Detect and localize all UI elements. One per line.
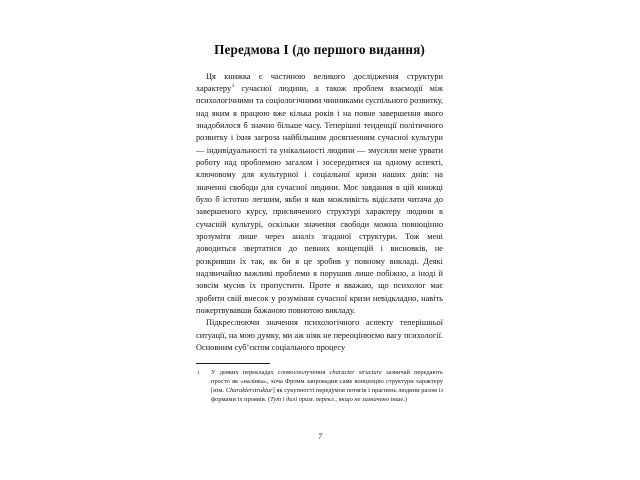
footnote-separator-rule [196,363,270,364]
footnote-number: 1 [197,369,200,376]
footnote-area [196,363,443,404]
footnote-reference-marker[interactable]: 1 [231,83,235,90]
body-paragraph-2: Підкреслюючи значення психологічного аспекту теперішньої ситуації, на мою думку, ми аж ніяк не переоцінюємо вагу психології. Основним суб’єктом соціального процесу [196,318,443,353]
footnote-italic-term-2: Charakterstruktur [225,387,273,395]
footnote-italic-attribution: Тут і далі прим. перекл., якщо не зазначено інше. [270,396,405,404]
page-title: Передмова I (до першого видання) [214,42,425,57]
page-number: 7 [317,432,323,441]
footnote-text-part-3: ] як сукупності передумов потягів і прагнень людини разом із формами їх проявів. ( [211,387,444,404]
footnote-italic-term-1: character structure [329,369,382,376]
footnote-text-part-1: У деяких перекладах словосполучення [211,369,330,376]
body-paragraph-1 [196,71,443,318]
paragraph-1-segment-after-footnote-ref: сучасної людини, а також проблем взаємодії між психологічними та соціологічними чинниками суспільного розвитку, над яким я працюю вже кілька років і на повне завершення якого знадобилося б значно більше часу. Теперішні тенденції політичного розвитку і їхня загроза найбільшим досягненням сучасної культури — індивідуальності та унікальності людини — змусили мене урвати роботу над проблемою загалом і зосередитися на одному аспекті, ключовому для культурної і соціальної кризи наших днів: на значенні свободи для сучасної людини. Моє завдання в цій книжці було б істотно легшим, якби я мав можливість відіслати читача до завершеного курсу, присвяченого структурі характеру людини в сучасній культурі, оскільки значення свободи можна повноцінно зрозуміти лише через аналіз згаданої структури. Тож мені доводиться звертатися до певних концепцій і висновків, не розкривши їх так, як би я це зробив у повному викладі. Деякі надзвичайно важливі проблеми я порушив лише побіжно, а іноді й зовсім мусив їх пропустити. Проте я вважаю, що психолог має зробити свій внесок у розуміння сучасної кризи невідкладно, навіть пожертвувавши бажаною повнотою викладу. [196,83,443,316]
footnote-text-part-4: ) [404,396,408,404]
paragraph-1-segment-before-footnote-ref: Ця книжка є частиною великого дослідження структури характеру [196,71,443,93]
footnote-text-part-2: зазвичай передають просто як «налівка», хоча Фромм запровадив саме концепцію структури характеру [нім. [211,369,443,395]
page-text-block [196,42,443,354]
footnote-entry [196,368,443,404]
